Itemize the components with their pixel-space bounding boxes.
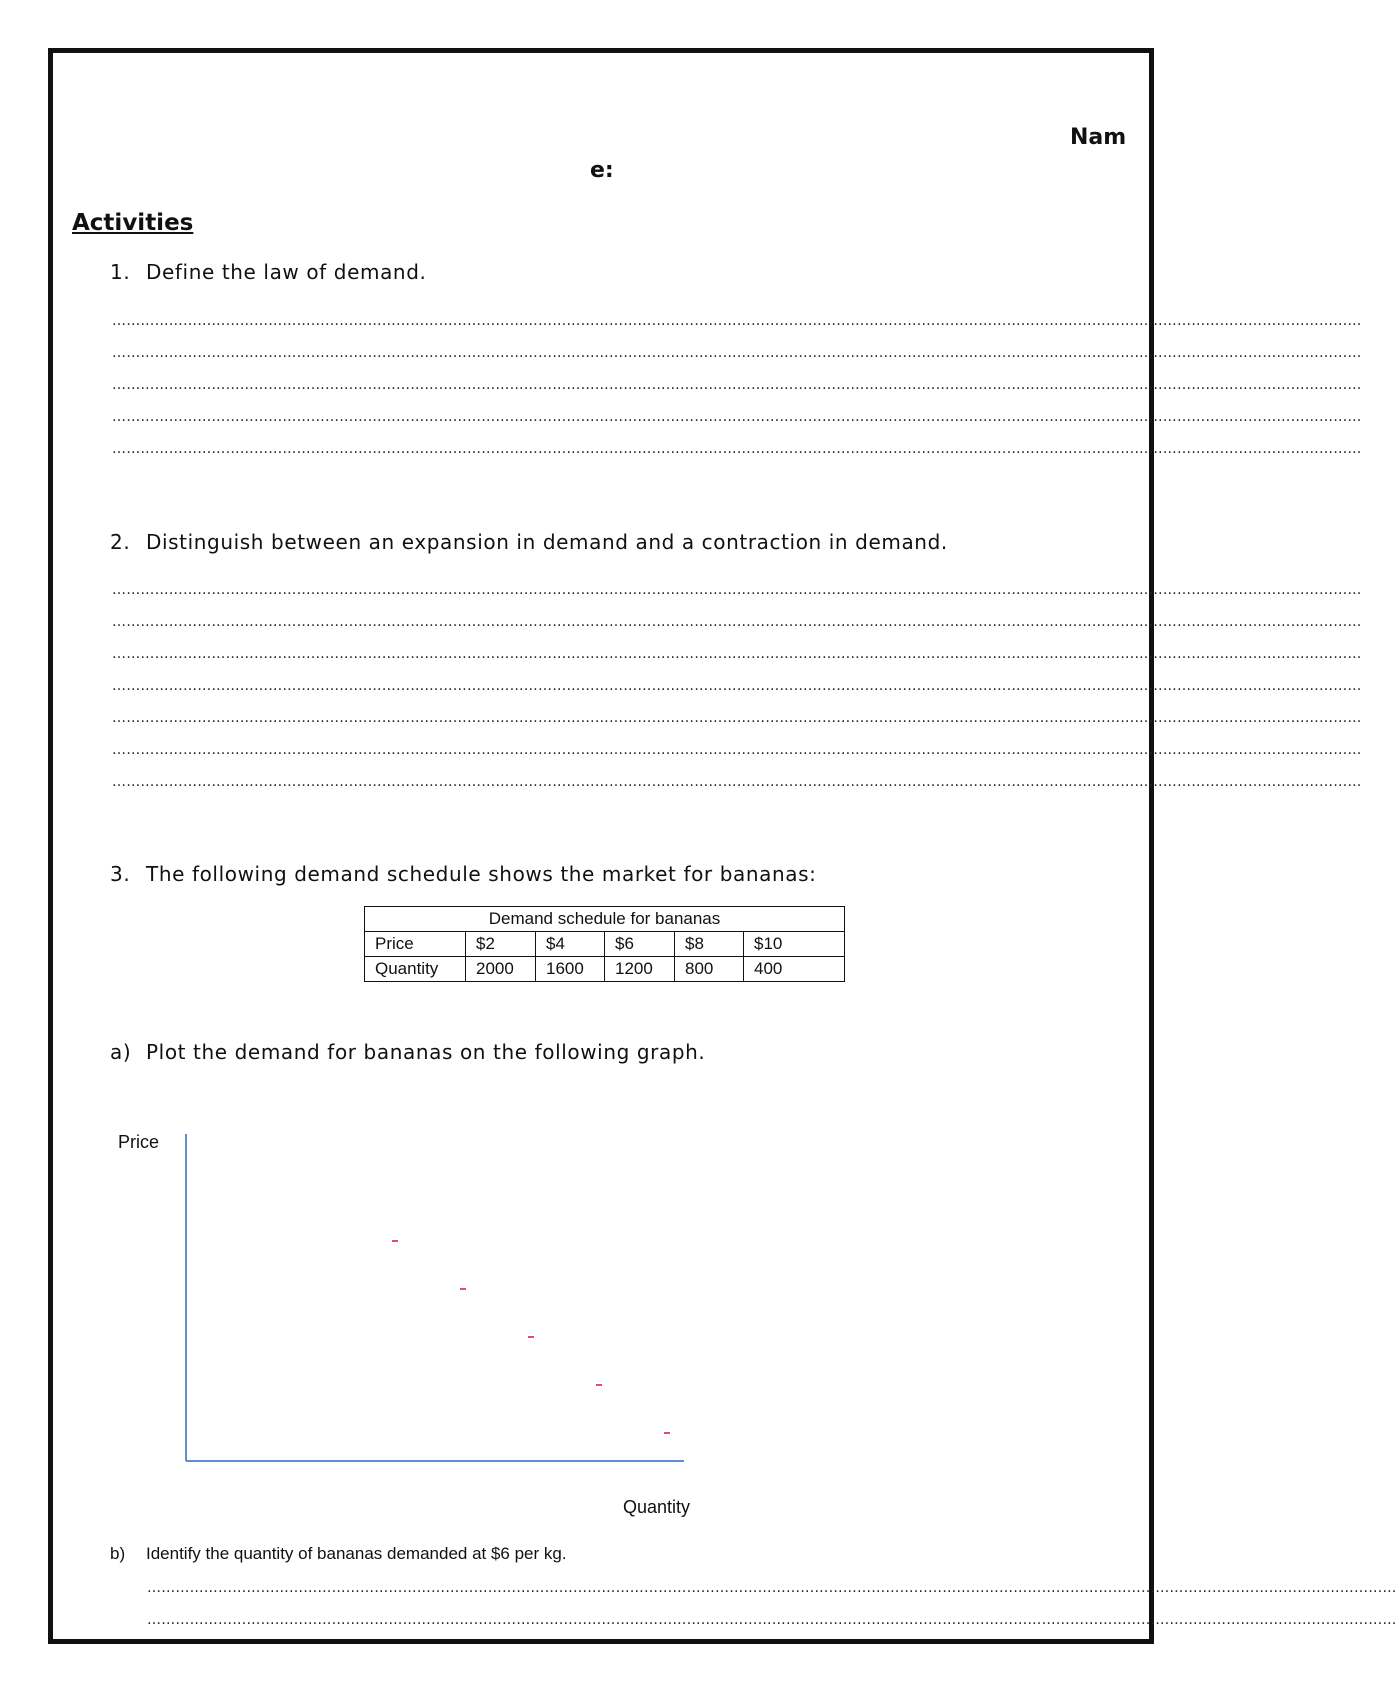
part-a-label: a) xyxy=(110,1040,132,1064)
table-cell: $4 xyxy=(536,932,605,957)
answer-line[interactable]: ………………………………………………………………………………………………………………………………………………………………………………………………………………………………………… xyxy=(112,441,1362,457)
y-axis-label: Price xyxy=(118,1132,160,1152)
answer-line[interactable]: ………………………………………………………………………………………………………………………………………………………………………………………………………………………………………… xyxy=(112,678,1362,694)
name-label-part2: e: xyxy=(590,158,614,183)
row-label-price: Price xyxy=(365,932,466,957)
table-cell: 400 xyxy=(744,957,845,982)
answer-line[interactable]: ………………………………………………………………………………………………………………………………………………………………………………………………………………………………………… xyxy=(112,742,1362,758)
answer-line[interactable]: ………………………………………………………………………………………………………………………………………………………………………………………………………………………………………… xyxy=(147,1612,1397,1628)
question-2-number: 2. xyxy=(110,530,131,554)
answer-line[interactable]: ………………………………………………………………………………………………………………………………………………………………………………………………………………………………………… xyxy=(112,345,1362,361)
question-1-text: Define the law of demand. xyxy=(146,260,427,284)
question-3-text: The following demand schedule shows the market for bananas: xyxy=(146,862,817,886)
section-title: Activities xyxy=(72,210,194,236)
answer-line[interactable]: ………………………………………………………………………………………………………………………………………………………………………………………………………………………………………… xyxy=(112,646,1362,662)
x-axis-label: Quantity xyxy=(623,1497,691,1517)
question-1-number: 1. xyxy=(110,260,131,284)
table-caption: Demand schedule for bananas xyxy=(365,907,845,932)
answer-line[interactable]: ………………………………………………………………………………………………………………………………………………………………………………………………………………………………………… xyxy=(112,614,1362,630)
answer-line[interactable]: ………………………………………………………………………………………………………………………………………………………………………………………………………………………………………… xyxy=(112,710,1362,726)
answer-line[interactable]: ………………………………………………………………………………………………………………………………………………………………………………………………………………………………………… xyxy=(112,409,1362,425)
plotted-points xyxy=(392,1241,670,1433)
table-cell: $2 xyxy=(466,932,536,957)
answer-line[interactable]: ………………………………………………………………………………………………………………………………………………………………………………………………………………………………………… xyxy=(112,582,1362,598)
part-b-text: Identify the quantity of bananas demanded at $6 per kg. xyxy=(146,1544,567,1563)
table-cell: 1200 xyxy=(605,957,675,982)
table-cell: $10 xyxy=(744,932,845,957)
answer-line[interactable]: ………………………………………………………………………………………………………………………………………………………………………………………………………………………………………… xyxy=(112,377,1362,393)
answer-line[interactable]: ………………………………………………………………………………………………………………………………………………………………………………………………………………………………………… xyxy=(112,313,1362,329)
part-b xyxy=(110,1544,567,1564)
part-a-text: Plot the demand for bananas on the following graph. xyxy=(146,1040,706,1064)
table-cell: 2000 xyxy=(466,957,536,982)
table-cell: $8 xyxy=(675,932,744,957)
part-b-label: b) xyxy=(110,1544,126,1563)
table-cell: 800 xyxy=(675,957,744,982)
question-3-number: 3. xyxy=(110,862,131,886)
table-cell: 1600 xyxy=(536,957,605,982)
question-2-text: Distinguish between an expansion in demand and a contraction in demand. xyxy=(146,530,948,554)
name-label-part1: Nam xyxy=(1070,125,1127,150)
answer-line[interactable]: ………………………………………………………………………………………………………………………………………………………………………………………………………………………………………… xyxy=(112,774,1362,790)
row-label-quantity: Quantity xyxy=(365,957,466,982)
table-cell: $6 xyxy=(605,932,675,957)
answer-line[interactable]: ………………………………………………………………………………………………………………………………………………………………………………………………………………………………………… xyxy=(147,1580,1397,1596)
